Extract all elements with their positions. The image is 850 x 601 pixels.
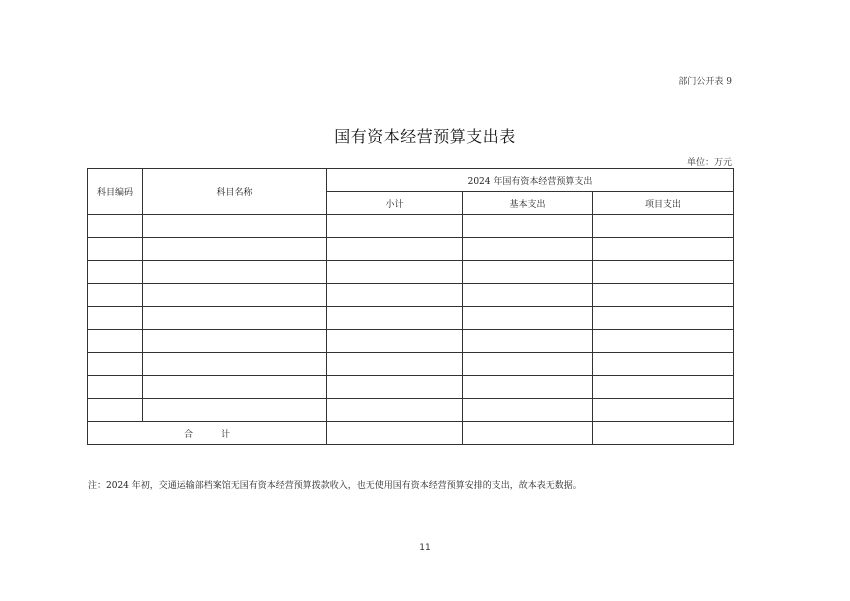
total-cell xyxy=(593,422,734,445)
header-name: 科目名称 xyxy=(143,169,327,215)
table-cell xyxy=(463,399,593,422)
page-number: 11 xyxy=(419,543,431,553)
table-cell xyxy=(327,330,463,353)
table-row xyxy=(88,376,734,399)
total-cell xyxy=(463,422,593,445)
table-cell xyxy=(143,215,327,238)
table-cell xyxy=(463,238,593,261)
unit-label: 单位：万元 xyxy=(686,158,732,168)
table-row xyxy=(88,261,734,284)
table-cell xyxy=(593,376,734,399)
table-cell xyxy=(143,238,327,261)
table-cell xyxy=(88,215,143,238)
budget-table xyxy=(87,168,734,445)
table-cell xyxy=(327,261,463,284)
table-cell xyxy=(463,307,593,330)
table-row xyxy=(88,215,734,238)
table-cell xyxy=(143,307,327,330)
total-label: 合计 xyxy=(88,422,327,445)
table-cell xyxy=(88,353,143,376)
table-cell xyxy=(463,330,593,353)
table-row xyxy=(88,307,734,330)
table-cell xyxy=(593,261,734,284)
page-title: 国有资本经营预算支出表 xyxy=(334,127,516,146)
document-reference: 部门公开表 9 xyxy=(678,77,732,87)
footnote: 注：2024 年初，交通运输部档案馆无国有资本经营预算拨款收入，也无使用国有资本经营预算安排的支出，故本表无数据。 xyxy=(88,481,582,491)
table-cell xyxy=(143,261,327,284)
table-cell xyxy=(88,376,143,399)
table-cell xyxy=(463,376,593,399)
table-cell xyxy=(593,284,734,307)
table-cell xyxy=(327,284,463,307)
table-cell xyxy=(88,238,143,261)
table-cell xyxy=(143,284,327,307)
table-cell xyxy=(593,399,734,422)
table-cell xyxy=(327,215,463,238)
table-cell xyxy=(143,376,327,399)
table-row xyxy=(88,399,734,422)
table-cell xyxy=(327,399,463,422)
table-cell xyxy=(88,307,143,330)
table-cell xyxy=(88,261,143,284)
table-cell xyxy=(593,238,734,261)
header-group: 2024 年国有资本经营预算支出 xyxy=(327,169,734,192)
header-project: 项目支出 xyxy=(593,192,734,215)
table-cell xyxy=(143,353,327,376)
table-cell xyxy=(463,261,593,284)
header-code: 科目编码 xyxy=(88,169,143,215)
table-cell xyxy=(88,399,143,422)
table-cell xyxy=(593,215,734,238)
header-subtotal: 小计 xyxy=(327,192,463,215)
table-body xyxy=(88,215,734,422)
table-cell xyxy=(463,353,593,376)
table-cell xyxy=(327,238,463,261)
table-cell xyxy=(327,353,463,376)
table-cell xyxy=(88,330,143,353)
table-row xyxy=(88,238,734,261)
table-cell xyxy=(463,284,593,307)
table-row xyxy=(88,330,734,353)
table-row xyxy=(88,284,734,307)
header-basic: 基本支出 xyxy=(463,192,593,215)
table-cell xyxy=(327,376,463,399)
table-cell xyxy=(463,215,593,238)
table-row xyxy=(88,353,734,376)
table-cell xyxy=(593,330,734,353)
table-cell xyxy=(327,307,463,330)
total-cell xyxy=(327,422,463,445)
table-cell xyxy=(143,330,327,353)
table-cell xyxy=(88,284,143,307)
table-cell xyxy=(593,353,734,376)
table-cell xyxy=(593,307,734,330)
table-cell xyxy=(143,399,327,422)
